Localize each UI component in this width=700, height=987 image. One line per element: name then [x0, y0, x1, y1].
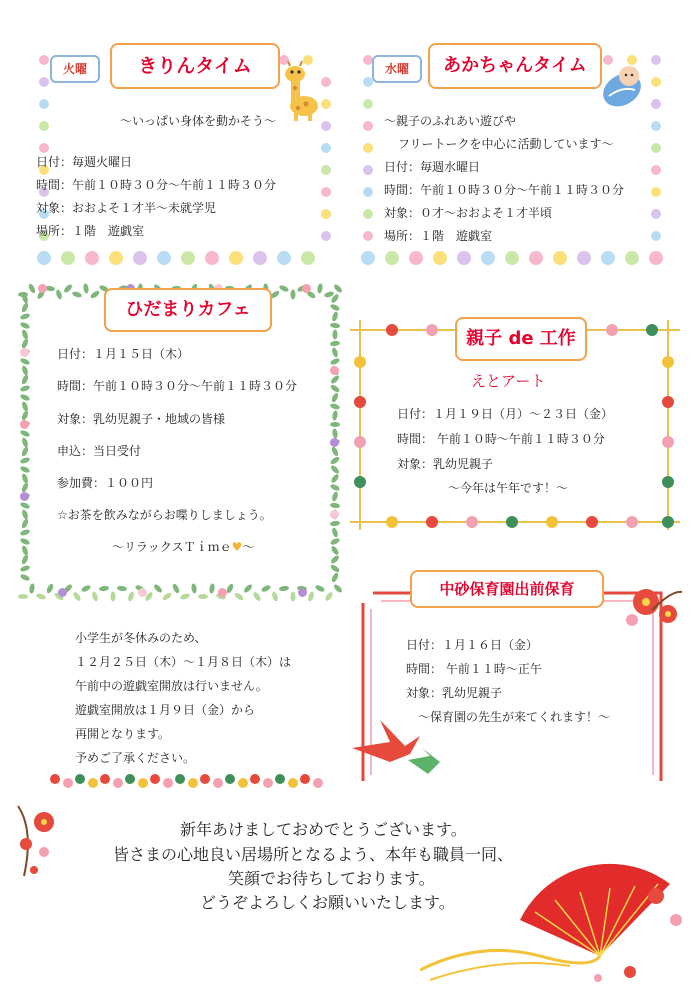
- baby-icon: [597, 60, 647, 110]
- decor-leaf: [191, 583, 198, 594]
- decor-dot: [363, 187, 373, 197]
- akachan-line-2: 対象：０才～おおよそ１才半頃: [384, 206, 553, 220]
- decor-ornament: [354, 396, 366, 408]
- decor-leaf: [331, 491, 339, 502]
- decor-ornament: [662, 476, 674, 488]
- decor-leaf: [71, 291, 82, 299]
- decor-flower: [20, 420, 29, 429]
- decor-ornament: [100, 774, 110, 784]
- decor-leaf: [18, 594, 28, 599]
- cafe-line-2: 対象：乳幼児親子・地域の皆様: [57, 412, 226, 426]
- greeting-line-3: どうぞよろしくお願いいたします。: [200, 893, 455, 912]
- decor-dot: [39, 143, 49, 153]
- decor-leaf: [330, 340, 341, 347]
- decor-ornament: [626, 516, 638, 528]
- decor-leaf: [35, 593, 46, 601]
- decor-dot: [85, 251, 99, 265]
- decor-leaf: [117, 585, 128, 592]
- decor-dot: [363, 121, 373, 131]
- decor-dot: [457, 251, 471, 265]
- decor-dot: [651, 143, 661, 153]
- decor-leaf: [329, 357, 340, 366]
- decor-ornament: [354, 476, 366, 488]
- decor-ornament: [150, 774, 160, 784]
- decor-leaf: [19, 357, 30, 366]
- cafe-line-4: 参加費：１００円: [57, 476, 154, 490]
- decor-leaf: [333, 330, 338, 340]
- decor-leaf: [29, 583, 36, 594]
- decor-dot: [205, 251, 219, 265]
- decor-flower: [330, 510, 339, 519]
- decor-leaf: [28, 283, 37, 294]
- decor-leaf: [83, 283, 90, 294]
- decor-ornament: [662, 516, 674, 528]
- decor-ornament: [426, 516, 438, 528]
- cafe-title: ひだまりカフェ: [104, 288, 272, 332]
- decor-leaf: [329, 403, 340, 411]
- decor-leaf: [279, 585, 290, 592]
- craft-line-2: 対象：乳幼児親子: [397, 457, 494, 471]
- decor-ornament: [213, 778, 223, 788]
- decor-ornament: [354, 356, 366, 368]
- craft-note: ～今年は午年です！～: [448, 481, 569, 495]
- decor-dot: [321, 209, 331, 219]
- decor-leaf: [333, 583, 344, 594]
- decor-flower: [218, 588, 227, 597]
- cafe-tagline-text: ～リラックスＴｉｍｅ: [112, 540, 232, 554]
- decor-dot: [301, 251, 315, 265]
- decor-dot: [651, 55, 661, 65]
- akachan-subtitle-1: フリートークを中心に活動しています～: [398, 137, 614, 151]
- cafe-tagline: ～リラックスＴｉｍｅ♥～: [112, 540, 255, 554]
- decor-flower: [20, 348, 29, 357]
- decor-leaf: [19, 528, 30, 536]
- notice-line-1: １２月２５日（木）～１月８日（木）は: [75, 655, 292, 669]
- decor-dot: [253, 251, 267, 265]
- decor-leaf: [330, 554, 341, 565]
- decor-dot: [651, 165, 661, 175]
- decor-ornament: [646, 324, 658, 336]
- craft-title: 親子 de 工作: [455, 317, 587, 361]
- decor-dot: [651, 121, 661, 131]
- decor-ornament: [300, 774, 310, 784]
- decor-leaf: [330, 502, 341, 509]
- decor-dot: [433, 251, 447, 265]
- akachan-line-0: 日付：毎週水曜日: [384, 160, 481, 174]
- outreach-title: 中砂保育園出前保育: [410, 570, 604, 608]
- decor-dot: [321, 143, 331, 153]
- decor-leaf: [19, 465, 30, 474]
- notice-line-4: 再開となります。: [75, 727, 171, 741]
- decor-flower: [330, 366, 339, 375]
- decor-dot: [505, 251, 519, 265]
- decor-ornament: [662, 436, 674, 448]
- giraffe-icon: [278, 58, 326, 122]
- decor-dot: [651, 187, 661, 197]
- decor-dot: [651, 231, 661, 241]
- decor-dot: [229, 251, 243, 265]
- decor-leaf: [330, 545, 340, 556]
- decor-leaf: [333, 283, 344, 294]
- decor-leaf: [330, 322, 341, 329]
- decor-ornament: [546, 516, 558, 528]
- decor-ornament: [386, 324, 398, 336]
- decor-flower: [330, 438, 339, 447]
- decor-ornament: [225, 774, 235, 784]
- decor-dot: [157, 251, 171, 265]
- decor-leaf: [80, 584, 91, 593]
- decor-dot: [651, 209, 661, 219]
- decor-ornament: [63, 778, 73, 788]
- decor-dot: [133, 251, 147, 265]
- outreach-line-2: 対象：乳幼児親子: [406, 686, 503, 700]
- decor-leaf: [91, 591, 99, 602]
- craft-subtitle: えとアート: [471, 372, 546, 390]
- decor-ornament: [386, 516, 398, 528]
- cafe-line-3: 申込：当日受付: [57, 444, 142, 458]
- heart-icon: ♥: [231, 540, 243, 554]
- decor-leaf: [209, 583, 216, 594]
- decor-dot: [385, 251, 399, 265]
- akachan-day-tag: 水曜: [372, 55, 422, 83]
- decor-leaf: [331, 392, 340, 403]
- decor-leaf: [332, 410, 339, 421]
- decor-ornament: [313, 778, 323, 788]
- decor-leaf: [21, 446, 30, 457]
- decor-dot: [651, 77, 661, 87]
- kirin-line-0: 日付：毎週火曜日: [36, 155, 133, 169]
- decor-leaf: [21, 374, 30, 385]
- akachan-title: あかちゃんタイム: [428, 43, 602, 89]
- decor-leaf: [21, 302, 30, 313]
- decor-flower: [302, 284, 311, 293]
- decor-dot: [277, 251, 291, 265]
- decor-leaf: [19, 321, 30, 330]
- decor-dot: [39, 55, 49, 65]
- decor-dot: [625, 251, 639, 265]
- outreach-note: ～保育園の先生が来てくれます！～: [418, 710, 611, 724]
- decor-leaf: [161, 592, 172, 602]
- decor-leaf: [19, 501, 30, 510]
- decor-ornament: [506, 516, 518, 528]
- folding-fan-icon: [420, 860, 690, 985]
- plum-blossom-icon: [622, 580, 684, 632]
- decor-dot: [651, 99, 661, 109]
- decor-leaf: [330, 473, 340, 484]
- decor-ornament: [75, 774, 85, 784]
- decor-flower: [58, 588, 67, 597]
- decor-ornament: [138, 778, 148, 788]
- decor-dot: [39, 99, 49, 109]
- decor-ornament: [163, 778, 173, 788]
- decor-dot: [39, 121, 49, 131]
- decor-leaf: [291, 592, 296, 602]
- decor-leaf: [252, 591, 262, 602]
- craft-line-1: 時間： 午前１０時～午前１１時３０分: [397, 432, 605, 446]
- decor-leaf: [243, 583, 254, 594]
- decor-dot: [577, 251, 591, 265]
- decor-leaf: [55, 289, 63, 300]
- decor-ornament: [288, 778, 298, 788]
- decor-dot: [321, 187, 331, 197]
- decor-leaf: [314, 584, 325, 593]
- decor-dot: [321, 165, 331, 175]
- decor-leaf: [317, 283, 324, 294]
- decor-ornament: [662, 356, 674, 368]
- decor-leaf: [330, 422, 340, 427]
- decor-leaf: [172, 583, 181, 594]
- decor-flower: [20, 492, 29, 501]
- kirin-day-tag: 火曜: [50, 55, 100, 83]
- decor-dot: [39, 77, 49, 87]
- decor-dot: [109, 251, 123, 265]
- decor-flower: [138, 588, 147, 597]
- decor-ornament: [50, 774, 60, 784]
- kirin-subtitle: ～いっぱい身体を動かそう～: [120, 114, 277, 128]
- decor-ornament: [466, 516, 478, 528]
- decor-leaf: [331, 446, 340, 457]
- decor-dot: [481, 251, 495, 265]
- kirin-title: きりんタイム: [110, 43, 280, 89]
- new-year-ornament-row: [50, 770, 330, 792]
- decor-leaf: [330, 520, 341, 527]
- kirin-line-1: 時間：午前１０時３０分～午前１１時３０分: [36, 178, 277, 192]
- decor-dot: [61, 251, 75, 265]
- decor-leaf: [111, 592, 116, 602]
- decor-dot: [321, 121, 331, 131]
- cafe-line-5: ☆お茶を飲みながらお喋りしましょう。: [57, 508, 272, 522]
- decor-leaf: [329, 537, 340, 546]
- cafe-line-1: 時間：午前１０時３０分～午前１１時３０分: [57, 379, 298, 393]
- decor-leaf: [233, 592, 244, 602]
- decor-leaf: [271, 591, 279, 602]
- notice-line-5: 予めご了承ください。: [75, 751, 196, 765]
- decor-dot: [363, 209, 373, 219]
- decor-ornament: [88, 778, 98, 788]
- decor-leaf: [330, 374, 341, 385]
- decor-flower: [298, 588, 307, 597]
- decor-ornament: [175, 774, 185, 784]
- paper-crane-icon: [350, 712, 445, 782]
- decor-leaf: [260, 584, 271, 593]
- decor-ornament: [250, 774, 260, 784]
- decor-ornament: [263, 778, 273, 788]
- decor-leaf: [19, 456, 30, 464]
- decor-leaf: [331, 572, 340, 583]
- decor-dot: [363, 165, 373, 175]
- decor-dot: [601, 251, 615, 265]
- decor-leaf: [19, 573, 30, 582]
- decor-dot: [363, 143, 373, 153]
- kirin-line-2: 対象：おおよそ１才半～未就学児: [36, 201, 217, 215]
- decor-flower: [38, 284, 47, 293]
- greeting-line-2: 笑顔でお待ちしております。: [228, 869, 435, 888]
- craft-line-0: 日付：１月１９日（月）～２３日（金）: [397, 407, 614, 421]
- decor-ornament: [586, 516, 598, 528]
- akachan-subtitle-0: ～親子のふれあい遊びや: [384, 114, 517, 128]
- decor-leaf: [19, 537, 30, 546]
- decor-ornament: [200, 774, 210, 784]
- akachan-line-3: 場所：１階 遊戯室: [384, 229, 493, 243]
- decor-ornament: [125, 774, 135, 784]
- decor-dot: [321, 231, 331, 241]
- decor-ornament: [354, 436, 366, 448]
- decor-leaf: [72, 591, 82, 602]
- decor-leaf: [19, 429, 30, 438]
- decor-leaf: [329, 456, 340, 466]
- notice-line-2: 午前中の遊戯室開放は行いません。: [75, 679, 268, 693]
- decor-leaf: [153, 583, 164, 594]
- decor-leaf: [307, 591, 315, 602]
- decor-dot: [409, 251, 423, 265]
- decor-leaf: [21, 554, 30, 565]
- decor-dot: [363, 99, 373, 109]
- decor-leaf: [278, 284, 289, 293]
- akachan-line-1: 時間：午前１０時３０分～午前１１時３０分: [384, 183, 625, 197]
- decor-leaf: [21, 518, 30, 529]
- decor-leaf: [19, 564, 30, 572]
- decor-ornament: [426, 324, 438, 336]
- decor-leaf: [324, 591, 334, 602]
- decor-leaf: [198, 594, 208, 599]
- cafe-line-0: 日付：１月１５日（木）: [57, 347, 190, 361]
- decor-leaf: [46, 583, 55, 594]
- decor-leaf: [291, 290, 296, 300]
- decor-dot: [361, 251, 375, 265]
- decor-dot: [181, 251, 195, 265]
- kirin-line-3: 場所：１階 遊戯室: [36, 224, 145, 238]
- decor-leaf: [19, 384, 30, 392]
- outreach-line-1: 時間： 午前１１時～正午: [406, 662, 542, 676]
- decor-leaf: [331, 347, 339, 358]
- decor-dot: [37, 251, 51, 265]
- decor-dot: [529, 251, 543, 265]
- decor-leaf: [89, 290, 100, 300]
- decor-leaf: [331, 527, 339, 538]
- greeting-line-1: 皆さまの心地良い居場所となるよう、本年も職員一同、: [113, 845, 514, 864]
- decor-leaf: [19, 393, 30, 402]
- decor-leaf: [99, 585, 110, 592]
- outreach-line-0: 日付：１月１６日（金）: [406, 638, 539, 652]
- greeting-line-0: 新年あけましておめでとうございます。: [180, 820, 467, 839]
- decor-ornament: [662, 396, 674, 408]
- decor-ornament: [275, 774, 285, 784]
- decor-ornament: [188, 778, 198, 788]
- decor-dot: [649, 251, 663, 265]
- decor-leaf: [19, 312, 30, 320]
- plum-branch-left: [14, 800, 70, 880]
- decor-leaf: [179, 593, 190, 601]
- decor-ornament: [606, 324, 618, 336]
- decor-dot: [553, 251, 567, 265]
- decor-leaf: [127, 591, 135, 602]
- decor-ornament: [238, 778, 248, 788]
- decor-leaf: [331, 311, 339, 322]
- decor-ornament: [113, 778, 123, 788]
- notice-line-3: 遊戯室開放は１月９日（金）から: [75, 703, 256, 717]
- decor-dot: [363, 231, 373, 241]
- notice-line-0: 小学生が冬休みのため、: [75, 631, 207, 645]
